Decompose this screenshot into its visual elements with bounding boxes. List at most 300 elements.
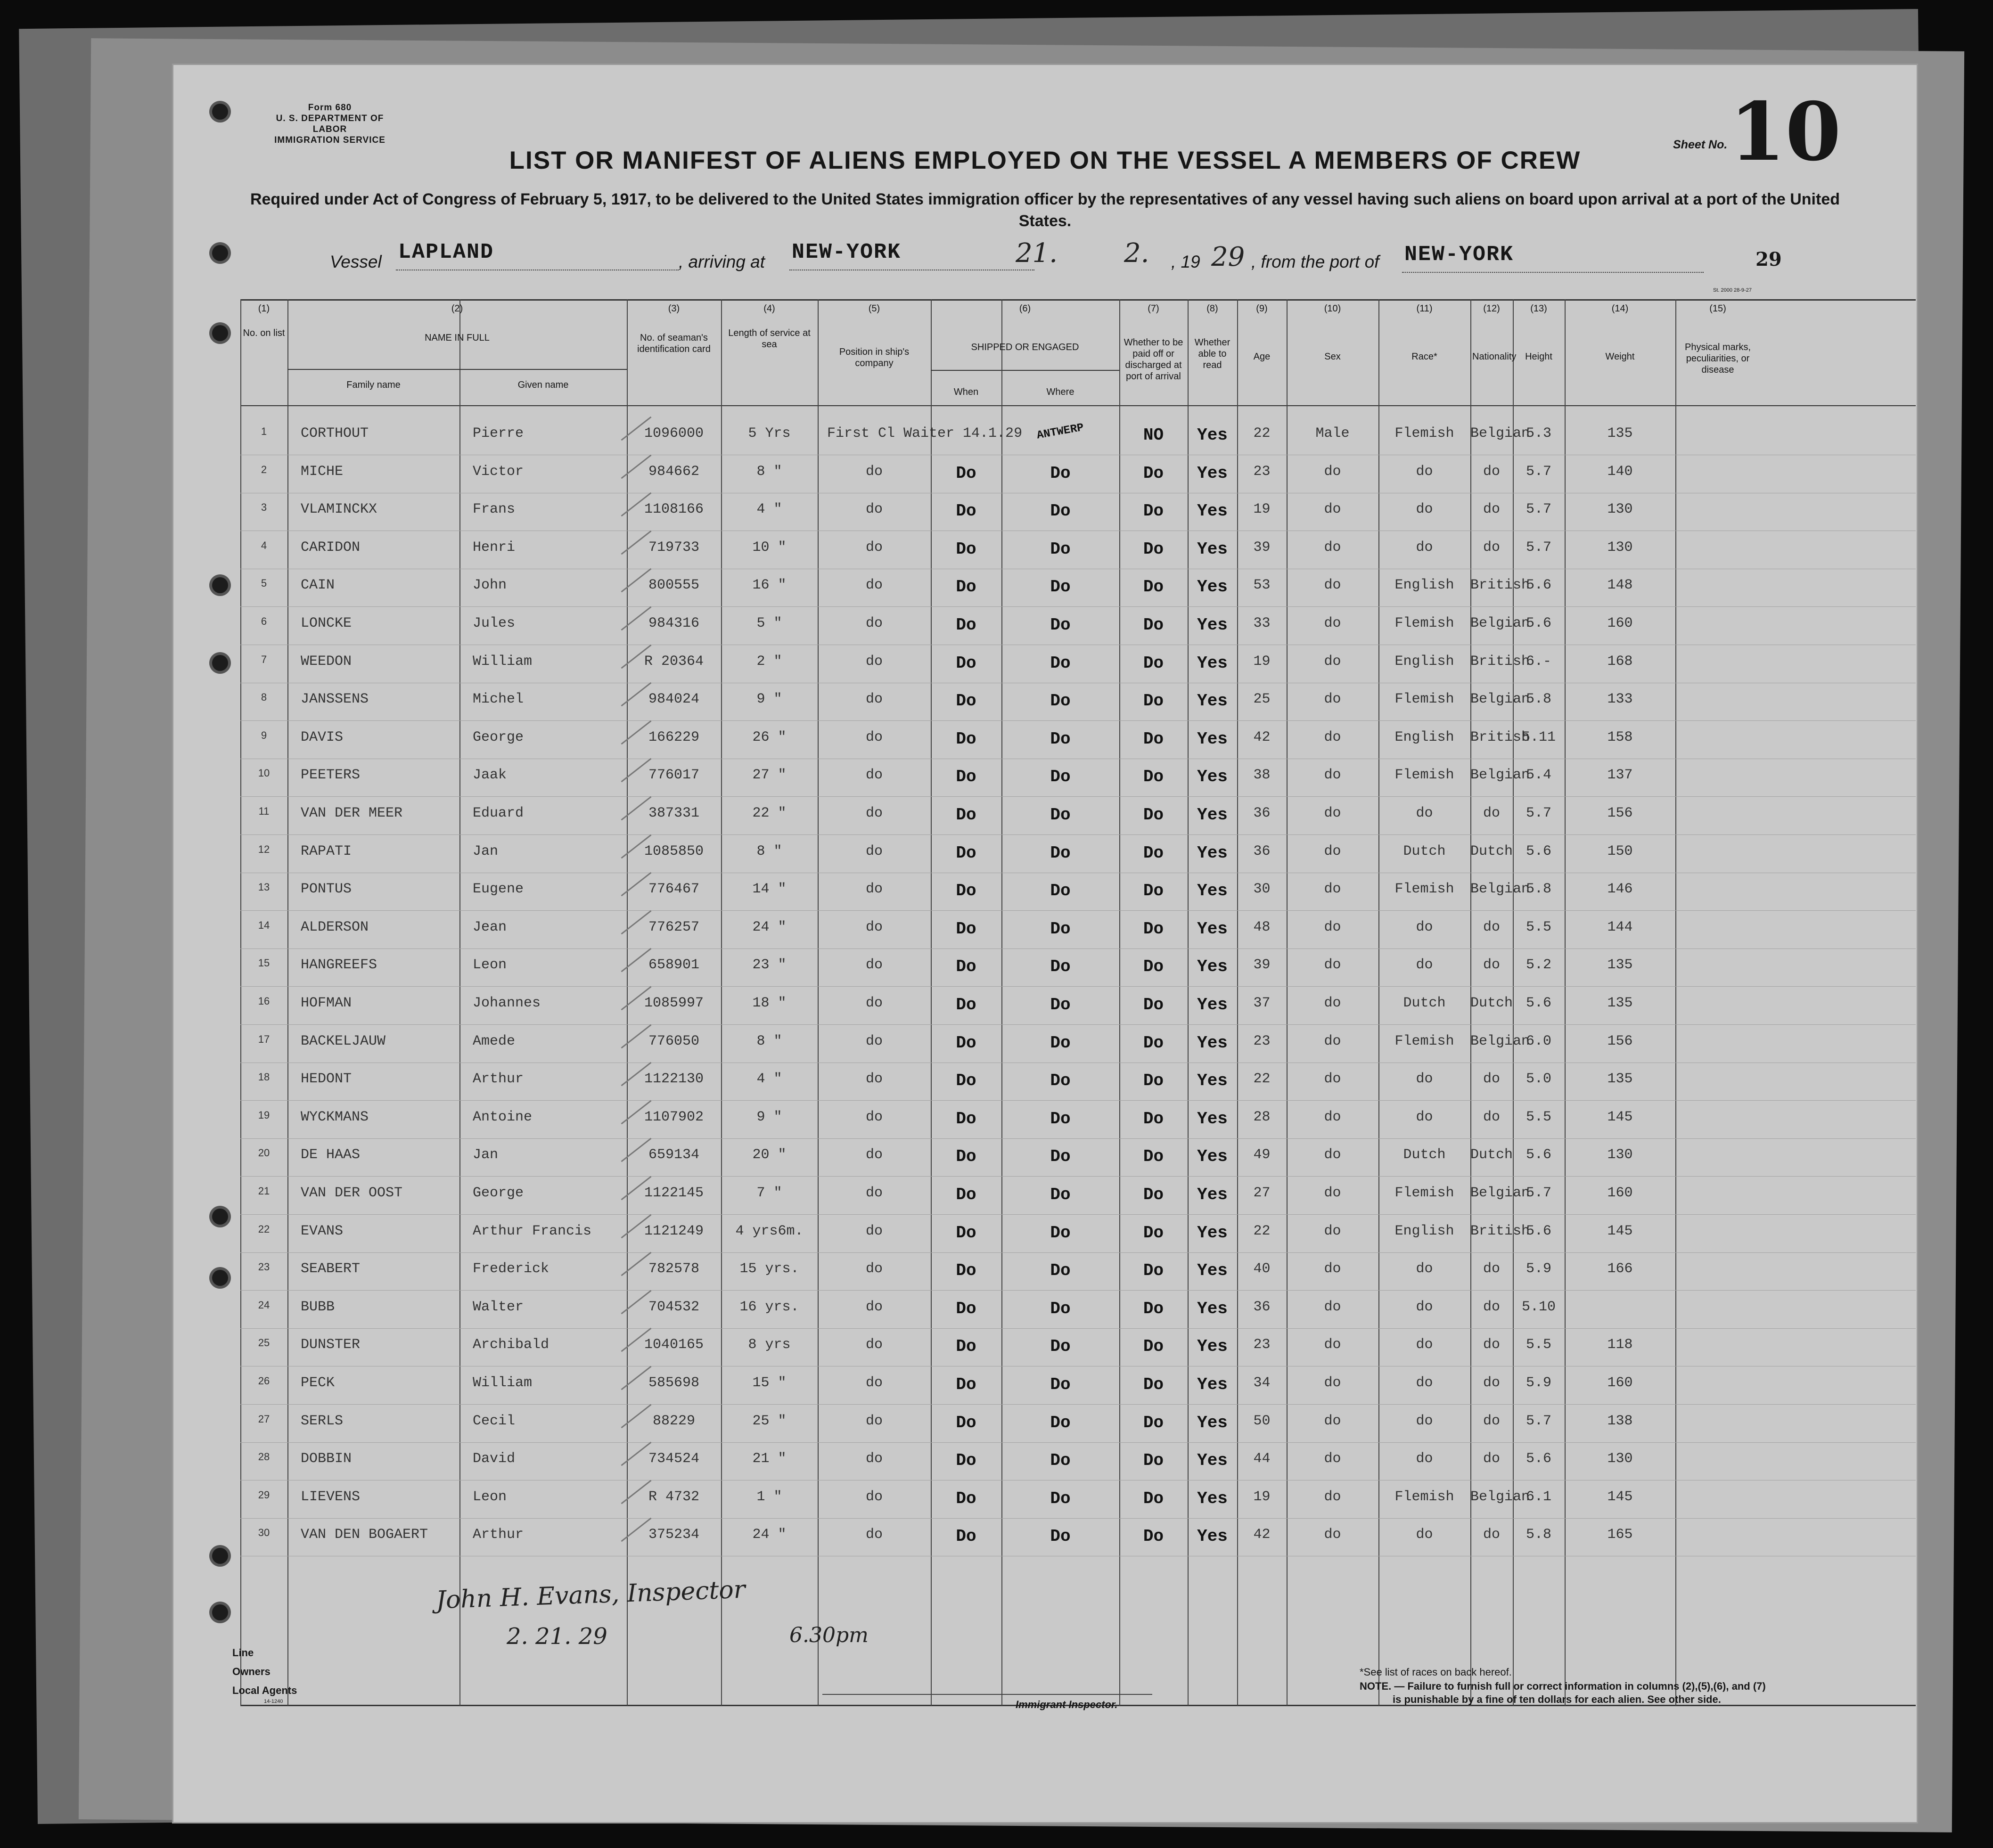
- nationality: Dutch: [1470, 1147, 1513, 1163]
- sex: do: [1324, 1147, 1341, 1163]
- paid-off: Do: [1143, 1375, 1164, 1394]
- card-number: 734524: [648, 1451, 700, 1467]
- row-number: 13: [258, 881, 270, 893]
- row-rule: [240, 1518, 1916, 1519]
- able-to-read: Yes: [1197, 1337, 1228, 1357]
- age: 48: [1253, 919, 1271, 935]
- shipped-when: Do: [956, 1185, 976, 1204]
- line-label: Line: [232, 1647, 254, 1659]
- shipped-where: Do: [1050, 767, 1071, 787]
- row-number: 5: [261, 577, 267, 589]
- height: 5.11: [1521, 729, 1556, 745]
- age: 36: [1253, 1299, 1271, 1315]
- nationality: British: [1470, 1223, 1530, 1239]
- signature-date: 2. 21. 29: [507, 1623, 607, 1650]
- nationality: British: [1470, 653, 1530, 670]
- paid-off: Do: [1143, 501, 1164, 521]
- row-number: 24: [258, 1299, 270, 1311]
- service-length: 4 ": [756, 1071, 782, 1088]
- nationality: do: [1483, 539, 1500, 556]
- header-height: Height: [1525, 352, 1552, 362]
- row-number: 15: [258, 957, 270, 969]
- shipped-where: Do: [1050, 1223, 1071, 1243]
- age: 53: [1253, 577, 1271, 594]
- paid-off: Do: [1143, 805, 1164, 825]
- position: do: [865, 995, 883, 1011]
- position: do: [865, 805, 883, 821]
- service-length: 23 ": [752, 957, 787, 973]
- service-length: 21 ": [752, 1451, 787, 1467]
- paid-off: Do: [1143, 1299, 1164, 1318]
- service-length: 9 ": [756, 1109, 782, 1125]
- nationality: Belgian: [1470, 425, 1530, 442]
- sex: do: [1324, 691, 1341, 708]
- card-number: 984316: [648, 615, 700, 631]
- table-top-rule: [240, 299, 1916, 301]
- sex: do: [1324, 919, 1341, 935]
- service-length: 8 ": [756, 1033, 782, 1049]
- race: do: [1416, 1261, 1433, 1277]
- shipped-when: Do: [956, 805, 976, 825]
- nationality: do: [1483, 957, 1500, 973]
- nationality: do: [1483, 463, 1500, 480]
- family-name: DE HAAS: [301, 1147, 361, 1163]
- weight: 160: [1607, 615, 1633, 631]
- shipped-when: Do: [956, 539, 976, 559]
- able-to-read: Yes: [1197, 653, 1228, 673]
- sex: do: [1324, 995, 1341, 1011]
- row-number: 3: [261, 501, 267, 514]
- paid-off: Do: [1143, 577, 1164, 597]
- race: Flemish: [1394, 767, 1454, 784]
- paid-off: NO: [1143, 425, 1164, 445]
- family-name: VAN DER MEER: [301, 805, 403, 821]
- sex: Male: [1315, 425, 1350, 442]
- header-where: Where: [1046, 387, 1074, 397]
- race: Flemish: [1394, 881, 1454, 898]
- shipped-where: Do: [1050, 843, 1071, 863]
- service-length: 24 ": [752, 919, 787, 935]
- sex: do: [1324, 539, 1341, 556]
- height: 5.8: [1526, 1527, 1551, 1543]
- height: 5.8: [1526, 691, 1551, 708]
- card-number: 1040165: [644, 1337, 704, 1353]
- nationality: British: [1470, 577, 1530, 594]
- header-card: No. of seaman's identification card: [637, 333, 711, 354]
- paid-off: Do: [1143, 729, 1164, 749]
- nationality: do: [1483, 1337, 1500, 1353]
- able-to-read: Yes: [1197, 691, 1228, 711]
- weight: 156: [1607, 805, 1633, 821]
- given-name: David: [473, 1451, 516, 1467]
- binder-hole: [212, 104, 228, 120]
- service-length: 1 ": [756, 1488, 782, 1505]
- card-number: 585698: [648, 1375, 700, 1391]
- row-rule: [240, 834, 1916, 835]
- position: do: [865, 881, 883, 898]
- age: 19: [1253, 653, 1271, 670]
- service-length: 20 ": [752, 1147, 787, 1163]
- row-rule: [240, 1328, 1916, 1329]
- height: 5.0: [1526, 1071, 1551, 1088]
- shipped-when: Do: [956, 1375, 976, 1394]
- paid-off: Do: [1143, 767, 1164, 787]
- family-name: BUBB: [301, 1299, 335, 1315]
- race: Flemish: [1394, 1185, 1454, 1201]
- able-to-read: Yes: [1197, 1488, 1228, 1508]
- position: do: [865, 919, 883, 935]
- row-rule: [240, 1290, 1916, 1291]
- sheet-number: 10: [1730, 85, 1841, 179]
- race: English: [1394, 653, 1454, 670]
- card-number: 658901: [648, 957, 700, 973]
- given-name: George: [473, 1185, 524, 1201]
- service-length: 16 ": [752, 577, 787, 594]
- service-length: 10 ": [752, 539, 787, 556]
- able-to-read: Yes: [1197, 1109, 1228, 1128]
- row-rule: [240, 1252, 1916, 1253]
- from-port: NEW-YORK: [1404, 243, 1514, 267]
- shipped-where: Do: [1050, 501, 1071, 521]
- height: 5.7: [1526, 1185, 1551, 1201]
- weight: 140: [1607, 463, 1633, 480]
- sex: do: [1324, 1261, 1341, 1277]
- page-number: 29: [1755, 248, 1782, 270]
- height: 5.6: [1526, 1451, 1551, 1467]
- position: do: [865, 1413, 883, 1429]
- arrival-year: 29: [1211, 242, 1245, 272]
- paid-off: Do: [1143, 1451, 1164, 1471]
- shipped-where: Do: [1050, 1109, 1071, 1128]
- local-agents-label: Local Agents: [232, 1684, 297, 1696]
- weight: 135: [1607, 957, 1633, 973]
- race: Flemish: [1394, 1488, 1454, 1505]
- family-name: WYCKMANS: [301, 1109, 369, 1125]
- column-number: (7): [1148, 303, 1159, 314]
- header-age: Age: [1253, 352, 1271, 362]
- weight: 145: [1607, 1223, 1633, 1239]
- weight: 145: [1607, 1109, 1633, 1125]
- height: 5.7: [1526, 539, 1551, 556]
- given-name: Amede: [473, 1033, 516, 1049]
- shipped-when: Do: [956, 1147, 976, 1167]
- position: do: [865, 1451, 883, 1467]
- family-name: DAVIS: [301, 729, 344, 745]
- from-port-label: , from the port of: [1251, 252, 1379, 271]
- able-to-read: Yes: [1197, 1147, 1228, 1167]
- row-number: 1: [261, 425, 267, 437]
- age: 36: [1253, 805, 1271, 821]
- able-to-read: Yes: [1197, 539, 1228, 559]
- penalty-note-2: is punishable by a fine of ten dollars for each alien. See other side.: [1393, 1693, 1721, 1705]
- age: 19: [1253, 1488, 1271, 1505]
- shipped-when: Do: [956, 691, 976, 711]
- height: 6.-: [1526, 653, 1551, 670]
- age: 33: [1253, 615, 1271, 631]
- position: do: [865, 1527, 883, 1543]
- age: 37: [1253, 995, 1271, 1011]
- row-number: 27: [258, 1413, 270, 1425]
- sex: do: [1324, 1413, 1341, 1429]
- paid-off: Do: [1143, 1109, 1164, 1128]
- given-name: Johannes: [473, 995, 541, 1011]
- row-number: 12: [258, 843, 270, 855]
- age: 34: [1253, 1375, 1271, 1391]
- owners-label: Owners: [232, 1666, 271, 1677]
- race: Flemish: [1394, 425, 1454, 442]
- page-subtitle: Required under Act of Congress of February 5, 1917, to be delivered to the United States immigration officer by the representatives of any vessel having such aliens on board upon arrival at a port of the United States.: [250, 190, 1840, 230]
- service-length: 25 ": [752, 1413, 787, 1429]
- age: 38: [1253, 767, 1271, 784]
- paid-off: Do: [1143, 1223, 1164, 1243]
- age: 22: [1253, 1223, 1271, 1239]
- sex: do: [1324, 615, 1341, 631]
- weight: 158: [1607, 729, 1633, 745]
- service-length: 18 ": [752, 995, 787, 1011]
- paid-off: Do: [1143, 615, 1164, 635]
- shipped-when: Do: [956, 995, 976, 1014]
- height: 5.6: [1526, 995, 1551, 1011]
- inspector-line: [822, 1694, 1152, 1695]
- column-number: (14): [1611, 303, 1629, 314]
- paid-off: Do: [1143, 653, 1164, 673]
- card-number: 1085997: [644, 995, 704, 1011]
- position: do: [865, 1223, 883, 1239]
- card-number: 1122130: [644, 1071, 704, 1088]
- able-to-read: Yes: [1197, 1033, 1228, 1053]
- family-name: HEDONT: [301, 1071, 352, 1088]
- row-number: 2: [261, 463, 267, 475]
- card-number: 800555: [648, 577, 700, 594]
- row-number: 6: [261, 615, 267, 627]
- form-service: IMMIGRATION SERVICE: [274, 135, 385, 145]
- age: 25: [1253, 691, 1271, 708]
- shipped-where: Do: [1050, 1337, 1071, 1357]
- race: do: [1416, 1299, 1433, 1315]
- height: 5.5: [1526, 919, 1551, 935]
- sex: do: [1324, 1071, 1341, 1088]
- card-number: 776017: [648, 767, 700, 784]
- shipped-where: Do: [1050, 957, 1071, 977]
- service-length: 14 ": [752, 881, 787, 898]
- paid-off: Do: [1143, 1261, 1164, 1281]
- service-length: 4 ": [756, 501, 782, 518]
- given-name: Jan: [473, 843, 499, 859]
- shipped-where: Do: [1050, 577, 1071, 597]
- able-to-read: Yes: [1197, 615, 1228, 635]
- family-name: SEABERT: [301, 1261, 361, 1277]
- family-name: HOFMAN: [301, 995, 352, 1011]
- shipped-where: Do: [1050, 1071, 1071, 1091]
- family-name: HANGREEFS: [301, 957, 377, 973]
- shipped-where: Do: [1050, 691, 1071, 711]
- race: English: [1394, 1223, 1454, 1239]
- given-name: Jan: [473, 1147, 499, 1163]
- binder-hole: [212, 245, 228, 261]
- sex: do: [1324, 1375, 1341, 1391]
- shipped-when: Do: [956, 1223, 976, 1243]
- shipped-where: Do: [1050, 539, 1071, 559]
- position: do: [865, 1488, 883, 1505]
- given-name: Walter: [473, 1299, 524, 1315]
- height: 5.9: [1526, 1261, 1551, 1277]
- binder-hole: [212, 1270, 228, 1286]
- position: do: [865, 1261, 883, 1277]
- shipped-where: Do: [1050, 729, 1071, 749]
- height: 5.5: [1526, 1337, 1551, 1353]
- nationality: do: [1483, 1451, 1500, 1467]
- binder-hole: [212, 655, 228, 671]
- position: do: [865, 767, 883, 784]
- given-name: Leon: [473, 1488, 507, 1505]
- header-no: No. on list: [243, 328, 285, 338]
- service-length: 15 yrs.: [739, 1261, 799, 1277]
- weight: 168: [1607, 653, 1633, 670]
- penalty-note: NOTE. — Failure to furnish full or correct information in columns (2),(5),(6), and (7): [1360, 1680, 1766, 1692]
- vessel-label: Vessel: [330, 252, 382, 271]
- header-read: Whether able to read: [1194, 337, 1230, 370]
- shipped-where: Do: [1050, 1375, 1071, 1394]
- header-given-name: Given name: [517, 380, 569, 390]
- age: 36: [1253, 843, 1271, 859]
- row-number: 19: [258, 1109, 270, 1121]
- card-number: 1107902: [644, 1109, 704, 1125]
- sex: do: [1324, 1337, 1341, 1353]
- binder-hole: [212, 325, 228, 341]
- family-name: PONTUS: [301, 881, 352, 898]
- shipped-when: Do: [956, 1527, 976, 1546]
- shipped-when: Do: [956, 1299, 976, 1318]
- position: do: [865, 615, 883, 631]
- able-to-read: Yes: [1197, 1451, 1228, 1471]
- height: 5.6: [1526, 577, 1551, 594]
- race: do: [1416, 1413, 1433, 1429]
- sex: do: [1324, 1223, 1341, 1239]
- race: do: [1416, 1109, 1433, 1125]
- given-name: John: [473, 577, 507, 594]
- family-name: LONCKE: [301, 615, 352, 631]
- sex: do: [1324, 729, 1341, 745]
- agents-code: 14-1240: [264, 1699, 283, 1704]
- height: 5.5: [1526, 1109, 1551, 1125]
- age: 44: [1253, 1451, 1271, 1467]
- service-length: 9 ": [756, 691, 782, 708]
- race: Dutch: [1403, 843, 1446, 859]
- nationality: do: [1483, 501, 1500, 518]
- race: Flemish: [1394, 615, 1454, 631]
- nationality: do: [1483, 1071, 1500, 1088]
- nationality: do: [1483, 919, 1500, 935]
- race: do: [1416, 463, 1433, 480]
- sex: do: [1324, 1488, 1341, 1505]
- weight: 135: [1607, 425, 1633, 442]
- shipped-where: Do: [1050, 1299, 1071, 1318]
- header-nationality: Nationality: [1472, 352, 1517, 362]
- height: 5.6: [1526, 1223, 1551, 1239]
- card-number: R 4732: [648, 1488, 700, 1505]
- form-department: U. S. DEPARTMENT OF LABOR: [276, 114, 384, 134]
- nationality: Belgian: [1470, 615, 1530, 631]
- column-rule: [1675, 299, 1676, 1706]
- card-number: 659134: [648, 1147, 700, 1163]
- row-number: 28: [258, 1451, 270, 1463]
- able-to-read: Yes: [1197, 463, 1228, 483]
- nationality: do: [1483, 1527, 1500, 1543]
- race: do: [1416, 1071, 1433, 1088]
- height: 5.9: [1526, 1375, 1551, 1391]
- shipped-where: Do: [1050, 1033, 1071, 1053]
- row-number: 21: [258, 1185, 270, 1197]
- header-marks: Physical marks, peculiarities, or disease: [1684, 342, 1751, 375]
- shipped-when: Do: [956, 729, 976, 749]
- card-number: 719733: [648, 539, 700, 556]
- given-name: Leon: [473, 957, 507, 973]
- nationality: British: [1470, 729, 1530, 745]
- height: 5.7: [1526, 1413, 1551, 1429]
- row-rule: [240, 606, 1916, 607]
- nationality: Dutch: [1470, 995, 1513, 1011]
- position: do: [865, 843, 883, 859]
- row-rule: [240, 796, 1916, 797]
- card-number: 776467: [648, 881, 700, 898]
- sex: do: [1324, 843, 1341, 859]
- nationality: Dutch: [1470, 843, 1513, 859]
- arriving-port: NEW-YORK: [792, 240, 902, 264]
- shipped-where: Do: [1050, 805, 1071, 825]
- able-to-read: Yes: [1197, 843, 1228, 863]
- column-number: (1): [258, 303, 270, 314]
- paid-off: Do: [1143, 995, 1164, 1014]
- sheet-number-label: Sheet No.: [1673, 138, 1728, 151]
- age: 28: [1253, 1109, 1271, 1125]
- service-length: 15 ": [752, 1375, 787, 1391]
- column-number: (8): [1206, 303, 1218, 314]
- height: 5.6: [1526, 615, 1551, 631]
- family-name: DOBBIN: [301, 1451, 352, 1467]
- page-title: LIST OR MANIFEST OF ALIENS EMPLOYED ON THE VESSEL A MEMBERS OF CREW: [509, 147, 1581, 174]
- shipped-when: Do: [956, 881, 976, 901]
- row-number: 11: [258, 805, 270, 817]
- card-number: R 20364: [644, 653, 704, 670]
- shipped-when: Do: [956, 615, 976, 635]
- service-length: 8 ": [756, 843, 782, 859]
- header-rule: [240, 405, 1916, 406]
- family-name: BACKELJAUW: [301, 1033, 386, 1049]
- card-number: 782578: [648, 1261, 700, 1277]
- shipped-where: Do: [1050, 995, 1071, 1014]
- row-number: 16: [258, 995, 270, 1007]
- shipped-when: Do: [956, 1413, 976, 1432]
- service-length: 5 Yrs: [748, 425, 791, 442]
- service-length: 24 ": [752, 1527, 787, 1543]
- paid-off: Do: [1143, 1527, 1164, 1546]
- family-name: PECK: [301, 1375, 335, 1391]
- shipped-when: Do: [956, 1261, 976, 1281]
- shipped-when: Do: [956, 463, 976, 483]
- card-number: 375234: [648, 1527, 700, 1543]
- row-number: 17: [258, 1033, 270, 1045]
- header-weight: Weight: [1605, 352, 1635, 362]
- sex: do: [1324, 577, 1341, 594]
- able-to-read: Yes: [1197, 919, 1228, 939]
- name-header-rule: [287, 369, 627, 370]
- age: 27: [1253, 1185, 1271, 1201]
- shipped-when: Do: [956, 577, 976, 597]
- age: 40: [1253, 1261, 1271, 1277]
- position: do: [865, 653, 883, 670]
- weight: 133: [1607, 691, 1633, 708]
- race: do: [1416, 539, 1433, 556]
